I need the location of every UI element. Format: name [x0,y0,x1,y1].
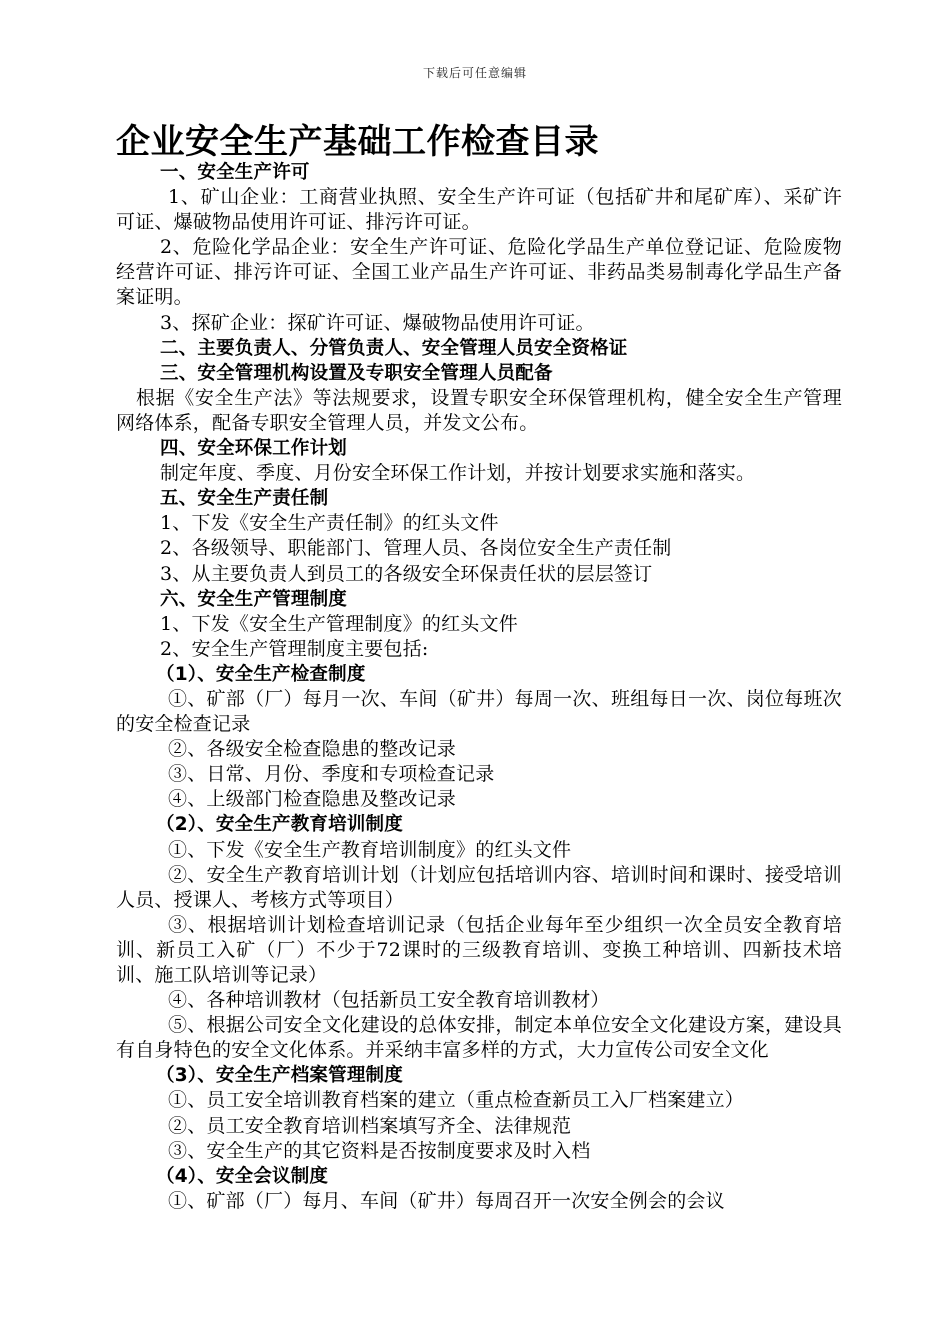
list-item: ⑤、根据公司安全文化建设的总体安排，制定本单位安全文化建设方案，建设具有自身特色的安全文化体系。并采纳丰富多样的方式，大力宣传公司安全文化 [116,1014,842,1062]
list-item: 2、安全生产管理制度主要包括: [160,637,429,660]
paragraph: 根据《安全生产法》等法规要求，设置专职安全环保管理机构，健全安全生产管理网络体系，配备专职安全管理人员，并发文公布。 [116,386,842,434]
list-item: ③、安全生产的其它资料是否按制度要求及时入档 [168,1139,591,1162]
section-heading: 三、安全管理机构设置及专职安全管理人员配备 [160,362,553,384]
list-item: ①、下发《安全生产教育培训制度》的红头文件 [168,838,572,861]
list-item: ④、各种培训教材（包括新员工安全教育培训教材） [168,989,610,1012]
header-watermark: 下载后可任意编辑 [422,66,527,80]
paragraph: 制定年度、季度、月份安全环保工作计划，并按计划要求实施和落实。 [160,462,756,485]
subsection-heading: （3）、安全生产档案管理制度 [156,1065,403,1087]
list-item: ②、安全生产教育培训计划（计划应包括培训内容、培训时间和课时、接受培训人员、授课人、考核方式等项目） [116,863,842,911]
subsection-heading: （2）、安全生产教育培训制度 [156,814,403,836]
section-heading: 六、安全生产管理制度 [160,588,348,610]
list-item: 1、下发《安全生产管理制度》的红头文件 [160,612,518,635]
paragraph: 1、矿山企业：工商营业执照、安全生产许可证（包括矿井和尾矿库）、采矿许可证、爆破物品使用许可证、排污许可证。 [116,186,842,234]
subsection-heading: （4）、安全会议制度 [156,1165,329,1187]
list-item: ①、矿部（厂）每月一次、车间（矿井）每周一次、班组每日一次、岗位每班次的安全检查记录 [116,687,842,736]
document-title: 企业安全生产基础工作检查目录 [116,122,599,162]
section-heading: 四、安全环保工作计划 [160,438,348,460]
list-item: 2、各级领导、职能部门、管理人员、各岗位安全生产责任制 [160,537,672,560]
list-item: ④、上级部门检查隐患及整改记录 [168,788,457,811]
list-item: 3、从主要负责人到员工的各级安全环保责任状的层层签订 [160,562,653,585]
list-item: ②、各级安全检查隐患的整改记录 [168,738,457,761]
subsection-heading: （1）、安全生产检查制度 [156,663,366,685]
paragraph: 2、危险化学品企业：安全生产许可证、危险化学品生产单位登记证、危险废物经营许可证、排污许可证、全国工业产品生产许可证、非药品类易制毒化学品生产备案证明。 [116,236,842,309]
paragraph: 3、探矿企业：探矿许可证、爆破物品使用许可证。 [160,311,595,334]
section-heading: 二、主要负责人、分管负责人、安全管理人员安全资格证 [160,337,628,359]
section-heading: 一、安全生产许可 [160,162,310,183]
section-heading: 五、安全生产责任制 [160,488,329,510]
list-item: 1、下发《安全生产责任制》的红头文件 [160,512,499,535]
list-item: ③、日常、月份、季度和专项检查记录 [168,763,495,786]
list-item: ③、根据培训计划检查培训记录（包括企业每年至少组织一次全员安全教育培训、新员工入矿（厂）不少于72课时的三级教育培训、变换工种培训、四新技术培训、施工队培训等记录） [116,913,842,986]
list-item: ①、矿部（厂）每月、车间（矿井）每周召开一次安全例会的会议 [168,1189,725,1212]
list-item: ①、员工安全培训教育档案的建立（重点检查新员工入厂档案建立） [168,1089,745,1112]
document-body [116,160,842,1214]
list-item: ②、员工安全教育培训档案填写齐全、法律规范 [168,1114,572,1137]
